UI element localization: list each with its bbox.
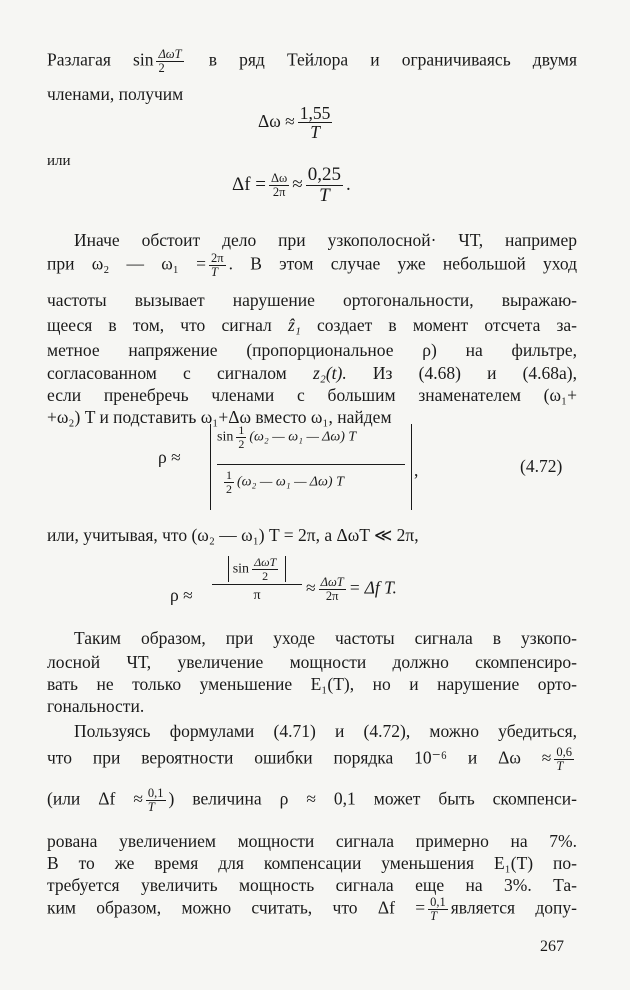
text-line: согласованном с сигналом z₂(t). Из (4.68) и (4.68а), (47, 363, 578, 383)
text-line: +ω₂) T и подставить ω₁+Δω вместо ω₁, найдем (47, 407, 392, 427)
text-line: что при вероятности ошибки порядка 10⁻⁶ и Δω ≈ $\frac{0,6}{T}$ (47, 745, 572, 774)
text-line: при ω₂ — ω₁ = $\frac{2\pi}{T}$ . В этом случае уже небольшой уход (47, 251, 578, 280)
page-number: 267 (540, 938, 564, 955)
text-line: Пользуясь формулами (4.71) и (4.72), можно убедиться, (74, 721, 577, 741)
text-line: требуется увеличить мощность сигнала еще на 3%. Та- (47, 875, 577, 895)
text-line: членами, получим (47, 84, 184, 104)
fraction: $\frac{\text{ΔωT}}{2}$ (158, 47, 182, 76)
equation-1: Δω ≈ $\frac{1,55}{T}$ (258, 103, 331, 143)
text-line: В то же время для компенсации уменьшения E₁(T) по- (47, 853, 577, 873)
text-line: или (47, 153, 71, 169)
text-line: если пренебречь членами с большим знаменателем (ω₁+ (47, 385, 577, 405)
equation-label: (4.72) (520, 456, 563, 476)
text-line: Иначе обстоит дело при узкополосной· ЧТ, например (74, 230, 577, 250)
text-line: лосной ЧТ, увеличение мощности должно скомпенсиро- (47, 652, 577, 672)
fraction-bar (217, 464, 405, 465)
equation-2: Δf = $\frac{\Delta\omega}{2\pi}$ ≈ $\frac{0,25}{T}$ . (232, 164, 351, 206)
text-line: ким образом, можно считать, что Δf = $\frac{0,1}{T}$ является допу- (47, 895, 577, 924)
equation-rho2: ρ ≈ (170, 585, 193, 605)
text-line: гональности. (47, 696, 145, 716)
text-line: (или Δf ≈ $\frac{0,1}{T}$ ) величина ρ ≈ 0,1 может быть скомпенси- (47, 786, 577, 815)
text: Разлагая sin (47, 49, 154, 70)
text-line: вать не только уменьшение E₁(T), но и нарушение орто- (47, 674, 577, 694)
book-page: Разлагая sin $\frac{\text{ΔωT}}{2}$ в ряд Тейлора и ограничиваясь двумя членами, получим Δω ≈ $\frac{1,55}{T}$ или Δf = $\frac{\Delta\omega}{2\pi}$ ≈ $\frac{0,25}{T}$ . Иначе обстоит дело при узкополосной· ЧТ, например при ω₂ — ω₁ = $\frac{2\pi}{T}$ . В этом случае уже небольшой уход частоты вызывает нарушение ортогональности, выражаю- щееся в том, что сигнал ẑ₁ создает в момент отсчета за- метное напряжение (пропорциональное ρ) на фильтре, согласованном с сигналом z₂(t). Из (4.68) и (4.68а), если пренебречь членами с большим знаменателем (ω₁+ +ω₂) T и подставить ω₁+Δω вместо ω₁, найдем ρ ≈ sin $\frac{1}{2}$ (ω₂ — ω₁ — Δω) T $\frac{1}{2}$ (ω₂ — ω₁ — Δω) T , (4.72) или, учитывая, что (ω₂ — ω₁) T = 2π, а ΔωT ≪ 2π, ρ ≈ sin $\frac{\text{ΔωT}}{2}$ π ≈ $\frac{\text{ΔωT}}{2\pi}$ = Δf T. Таким образом, при уходе частоты сигнала в узкопо- лосной ЧТ, увеличение мощности должно скомпенсиро- вать не только уменьшение E₁(T), но и нарушение орто- гональности. Пользуясь формулами (4.71) и (4.72), можно убедиться, что при вероятности ошибки порядка 10⁻⁶ и Δω ≈ $\frac{0,6}{T}$ (или Δf ≈ $\frac{0,1}{T}$ ) величина ρ ≈ 0,1 может быть скомпенси- рована увеличением мощности сигнала примерно на 7%. В то же время для компенсации уменьшения E₁(T) по- требуется увеличить мощность сигнала еще на 3%. Та- ким образом, можно считать, что Δf = $\frac{0,1}{T}$ является допу- 267 (47, 47, 578, 955)
text: в ряд Тейлора и ограничиваясь двумя (208, 49, 578, 70)
equation-4-72-abs: sin $\frac{1}{2}$ (ω₂ — ω₁ — Δω) T $\frac{1}{2}$ (ω₂ — ω₁ — Δω) T (210, 424, 412, 510)
text-line (47, 48, 577, 75)
equation-4-72-lhs: ρ ≈ (158, 447, 181, 467)
text-line: частоты вызывает нарушение ортогональности, выражаю- (47, 290, 577, 310)
text-line: рована увеличением мощности сигнала примерно на 7%. (47, 831, 577, 851)
text-line: или, учитывая, что (ω₂ — ω₁) T = 2π, а ΔωT ≪ 2π, (47, 525, 419, 545)
text-line: щееся в том, что сигнал ẑ₁ создает в момент отсчета за- (47, 315, 578, 335)
text-line: Таким образом, при уходе частоты сигнала в узкопо- (74, 628, 577, 648)
text-line: метное напряжение (пропорциональное ρ) на фильтре, (47, 340, 577, 360)
